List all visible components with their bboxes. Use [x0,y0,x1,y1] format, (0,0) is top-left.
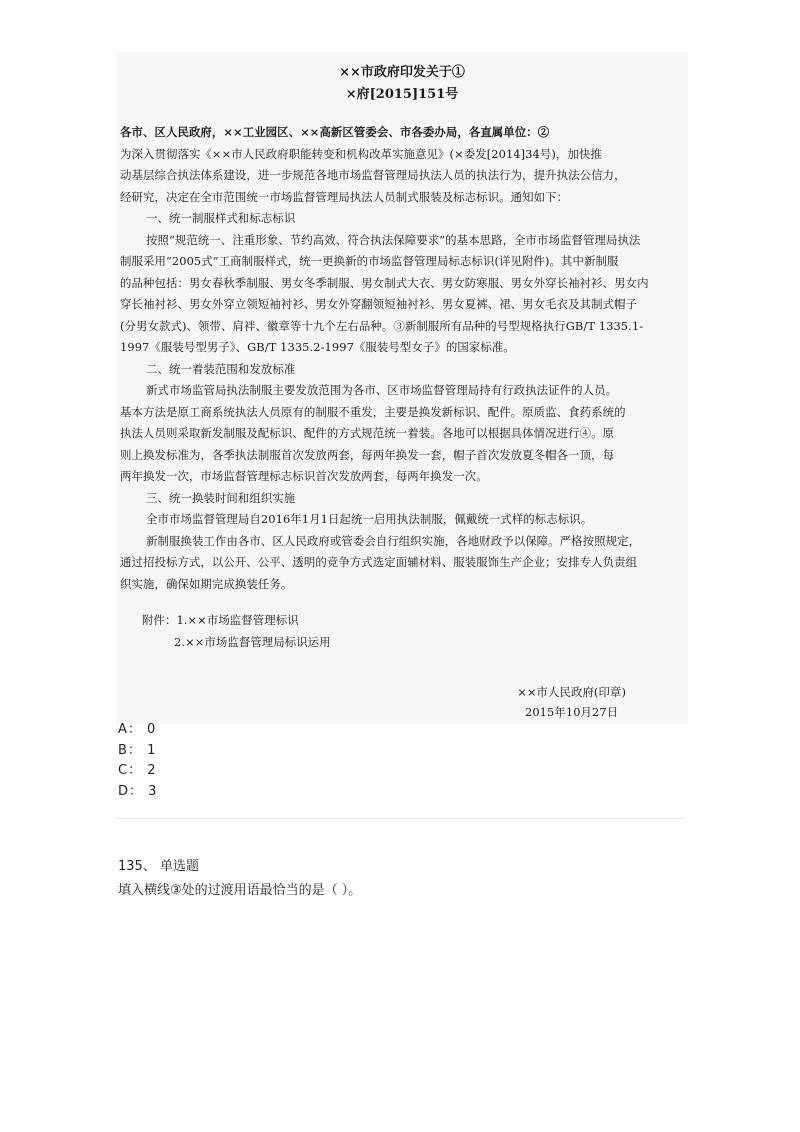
document-line: 三、统一换装时间和组织实施 [146,490,296,505]
document-line: 的品种包括：男女春秋季制服、男女冬季制服、男女制式大衣、男女防寒服、男女外穿长袖衬衫、男女内 [120,275,649,290]
option-value: 2 [147,763,157,778]
document-line: 各市、区人民政府，××工业园区、××高新区管委会、市各委办局，各直属单位：② [120,125,550,139]
option-label: A： [118,722,142,737]
document-line: 经研究，决定在全市范围统一市场监督管理局执法人员制式服装及标志标识。通知如下： [120,189,569,204]
question-number: 135、 单选题 [118,859,199,874]
document-annex [116,609,688,653]
option-value: 0 [147,722,157,737]
document-number: ×府[2015]151号 [345,87,459,102]
section-divider [116,818,684,819]
question-text: 填入横线③处的过渡用语最恰当的是（ ）。 [118,883,362,898]
document-line: 两年换发一次，市场监督管理标志标识首次发放两套，每两年换发一次。 [120,469,488,483]
document-line: 按照“规范统一、注重形象、节约高效、符合执法保障要求”的基本思路，全市市场监督管理局执法 [146,232,641,247]
document-line: 1997《服装号型男子》、GB/T 1335.2-1997《服装号型女子》的国家标准。 [120,340,515,354]
document-line: 通过招投标方式，以公开、公平、透明的竞争方式选定面辅材料、服装服饰生产企业；安排专人负责组 [120,555,638,569]
document-line: 基本方法是原工商系统执法人员原有的制服不重发，主要是换发新标识、配件。原质监、食药系统的 [120,404,626,419]
option-c[interactable] [118,761,157,782]
document-line: 动基层综合执法体系建设，进一步规范各地市场监督管理局执法人员的执法行为，提升执法公信力， [120,168,626,182]
document-line: 新式市场监管局执法制服主要发放范围为各市、区市场监督管理局持有行政执法证件的人员。 [146,383,618,397]
document-line: 为深入贯彻落实《××市人民政府职能转变和机构改革实施意见》(×委发[2014]34号)，加快推 [120,146,602,161]
document-signature [517,682,626,722]
option-label: B： [118,742,142,758]
option-d[interactable] [118,782,157,803]
option-value: 1 [147,742,157,758]
document-line: 穿长袖衬衫、男女外穿立领短袖衬衫、男女外穿翻领短袖衬衫、男女夏裤、裙、男女毛衣及其制式帽子 [120,297,638,311]
document-line: 织实施，确保如期完成换装任务。 [120,576,293,591]
signature-date: 2015年10月27日 [524,705,619,719]
annex-line-1: 附件：1.××市场监督管理标识 [142,613,299,627]
document-line: 执法人员则采取新发制服及配标识、配件的方式规范统一着装。各地可以根据具体情况进行④。原 [120,426,615,440]
option-b[interactable] [118,741,157,762]
document-line: 全市市场监督管理局自2016年1月1日起统一启用执法制服，佩戴统一式样的标志标识。 [146,512,593,526]
document-line: 新制服换装工作由各市、区人民政府或管委会自行组织实施，各地财政予以保障。严格按照规定， [146,533,641,548]
scanned-document [116,52,688,724]
document-body [116,122,688,595]
annex-line-2: 2.××市场监督管理局标识运用 [174,635,331,649]
option-value: 3 [148,783,158,799]
option-label: D： [118,783,144,799]
document-line: 一、统一制服样式和标志标识 [146,211,296,225]
document-line: 制服采用“2005式”工商制服样式，统一更换新的市场监督管理局标志标识(详见附件)。其中新制服 [120,254,619,268]
document-line: 则上换发标准为，各季执法制服首次发放两套，每两年换发一套，帽子首次发放夏冬帽各一顶，每 [120,447,615,462]
document-title: ××市政府印发关于① [339,65,465,80]
document-line: (分男女款式)、领带、肩袢、徽章等十九个左右品种。③新制服所有品种的号型规格执行GB/T 1335.1- [120,318,644,333]
option-label: C： [118,763,143,778]
signature-issuer: ××市人民政府(印章) [517,685,626,699]
document-line: 二、统一着装范围和发放标准 [146,361,296,376]
option-a[interactable] [118,720,157,741]
answer-options [118,720,157,802]
